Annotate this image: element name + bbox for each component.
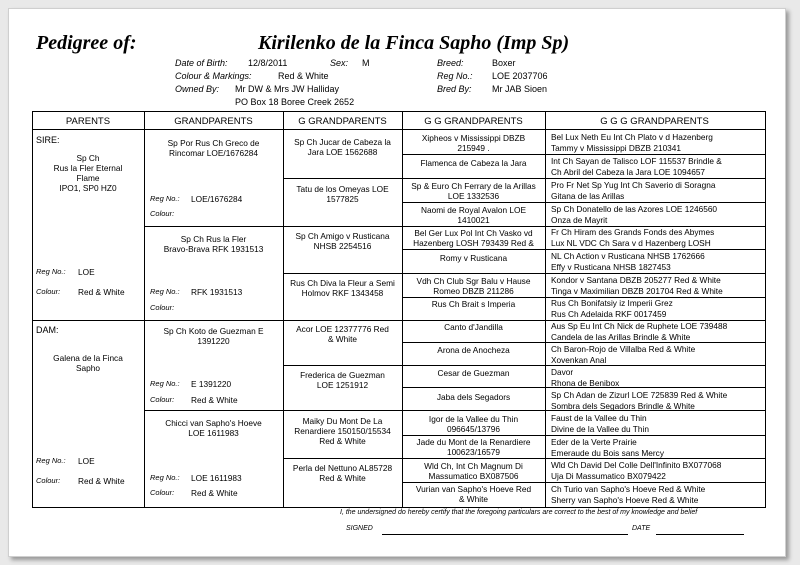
ggg-grandparent-cell: Int Ch Sayan de Talisco LOF 115537 Brindle & xyxy=(551,156,722,166)
ggg-grandparent-cell: Eder de la Verte Prairie xyxy=(551,437,637,447)
ggg-grandparent-cell: Rus Ch Bonifatsiy iz Imperii Grez xyxy=(551,298,673,308)
sire-section-label: SIRE: xyxy=(36,135,60,145)
date-line xyxy=(656,534,744,535)
dam-section-label: DAM: xyxy=(36,325,59,335)
date-label: DATE xyxy=(632,525,651,532)
ggg-grandparent-cell: Faust de la Vallee du Thin xyxy=(551,413,647,423)
ggg-grandparent-cell: Tammy v Mississippi DBZB 210341 xyxy=(551,143,682,153)
ggg-grandparent-cell: Wld Ch David Del Colle Dell'Infinito BX077068 xyxy=(551,460,722,470)
grandparent-regno-label: Reg No.: xyxy=(150,379,180,388)
ggg-grandparent-cell: Aus Sp Eu Int Ch Nick de Ruphete LOE 739488 xyxy=(551,321,728,331)
ggg-grandparent-cell: Tinga v Maximilian DBZB 201704 Red & White xyxy=(551,286,723,296)
gg-grandparent-cell: Igor de la Vallee du Thin 096645/13796 xyxy=(428,414,519,434)
g-grandparent-cell: Frederica de Guezman LOE 1251912 xyxy=(300,370,385,390)
ggg-grandparent-cell: Ch Abril del Cabeza la Jara LOE 1094657 xyxy=(551,167,706,177)
gggp-divider xyxy=(402,342,765,343)
ggg-grandparent-cell: NL Ch Action v Rusticana NHSB 1762666 xyxy=(551,251,705,261)
gg-grandparent-cell: Bel Ger Lux Pol Int Ch Vasko vd Hazenberg LOSH 793439 Red & xyxy=(413,228,534,248)
grandparent-cell xyxy=(145,321,282,409)
grandparent-cell xyxy=(145,411,282,506)
breed-value: Boxer xyxy=(492,58,516,68)
ggg-grandparent-cell: Kondor v Santana DBZB 205277 Red & White xyxy=(551,275,721,285)
sex-value: M xyxy=(362,58,370,68)
gg-grandparent-cell: Xipheos v Mississippi DBZB 215949 . xyxy=(421,133,526,153)
ggg-grandparent-cell: Sombra dels Segadors Brindle & White xyxy=(551,401,695,411)
gggp-divider xyxy=(402,249,765,250)
dam-colour-label: Colour: xyxy=(36,476,61,485)
ggg-grandparent-cell: Divine de la Vallee du Thin xyxy=(551,424,649,434)
ggg-grandparent-cell: Rus Ch Adelaida RKF 0017459 xyxy=(551,309,667,319)
g-grandparent-cell: Maiky Du Mont De La Renardiere 150150/15534 Red & White xyxy=(294,416,391,446)
gg-grandparent-cell: Arona de Anocheza xyxy=(437,345,510,355)
ggg-grandparent-cell: Effy v Rusticana NHSB 1827453 xyxy=(551,262,671,272)
grandparent-regno: E 1391220 xyxy=(191,379,232,389)
column-divider xyxy=(545,111,546,507)
g-grandparent-cell: Acor LOE 12377776 Red & White xyxy=(296,324,389,344)
header-grandparents: GRANDPARENTS xyxy=(174,116,253,127)
ggg-grandparent-cell: Bel Lux Neth Eu Int Ch Plato v d Hazenberg xyxy=(551,132,713,142)
grandparent-regno-label: Reg No.: xyxy=(150,194,180,203)
ggg-grandparent-cell: Sp Ch Donatello de las Azores LOE 1246560 xyxy=(551,204,718,214)
grandparent-colour-label: Colour: xyxy=(150,209,175,218)
g-grandparent-cell: Perla del Nettuno AL85728 Red & White xyxy=(292,463,393,483)
ggg-grandparent-cell: Uja Di Massumatico BX079422 xyxy=(551,471,666,481)
sire-regno: LOE xyxy=(78,267,95,277)
grandparent-colour: Red & White xyxy=(191,488,238,498)
gg-grandparent-cell: Naomi de Royal Avalon LOE 1410021 xyxy=(421,205,526,225)
ggg-grandparent-cell: Rhona de Benibox xyxy=(551,378,620,388)
ggg-grandparent-cell: Fr Ch Hiram des Grands Fonds des Abymes xyxy=(551,227,715,237)
owned-by-label: Owned By: xyxy=(175,84,220,94)
grandparent-name: Sp Por Rus Ch Greco de Rincomar LOE/1676284 xyxy=(167,138,260,158)
sire-colour-label: Colour: xyxy=(36,287,61,296)
ggg-grandparent-cell: Onza de Mayrit xyxy=(551,215,608,225)
dam-regno: LOE xyxy=(78,456,95,466)
grandparent-regno-label: Reg No.: xyxy=(150,473,180,482)
gg-grandparent-cell: Jaba dels Segadors xyxy=(436,392,511,402)
grandparent-name: Sp Ch Rus la Fler Bravo-Brava RFK 1931513 xyxy=(163,234,264,254)
dam-colour: Red & White xyxy=(78,476,125,486)
ggg-grandparent-cell: Ch Baron-Rojo de Villalba Red & White xyxy=(551,344,696,354)
ggg-grandparent-cell: Gitana de las Arillas xyxy=(551,191,625,201)
dob-value: 12/8/2011 xyxy=(248,58,288,68)
ggg-grandparent-cell: Candela de las Arillas Brindle & White xyxy=(551,332,691,342)
breed-label: Breed: xyxy=(437,58,464,68)
ggg-grandparent-cell: Sp Ch Adan de Zizurl LOE 725839 Red & White xyxy=(551,390,728,400)
header-parents: PARENTS xyxy=(65,116,111,127)
column-divider xyxy=(283,111,284,507)
gg-grandparent-cell: Vurian van Sapho's Hoeve Red & White xyxy=(415,484,532,504)
sex-label: Sex: xyxy=(330,58,349,68)
ggp-divider xyxy=(283,273,765,274)
ggg-grandparent-cell: Ch Turio van Sapho's Hoeve Red & White xyxy=(551,484,706,494)
gg-grandparent-cell: Sp & Euro Ch Ferrary de la Arillas LOE 1332536 xyxy=(411,181,536,201)
g-grandparent-cell: Rus Ch Diva la Fleur a Semi Holmov RKF 1343458 xyxy=(290,278,395,298)
gg-grandparent-cell: Wld Ch, Int Ch Magnum Di Massumatico BX087506 xyxy=(424,461,523,481)
certification-text: I, the undersigned do hereby certify that the foregoing particulars are correct to the best of my knowledge and belief xyxy=(340,509,698,516)
breeder-value: Mr JAB Sioen xyxy=(492,84,548,94)
regno-label: Reg No.: xyxy=(437,71,473,81)
grandparent-regno: LOE/1676284 xyxy=(191,194,243,204)
bred-by-label: Bred By: xyxy=(437,84,472,94)
colour-markings-value: Red & White xyxy=(278,71,329,81)
grandparent-name: Chicci van Sapho's Hoeve LOE 1611983 xyxy=(165,418,262,438)
grandparent-regno-label: Reg No.: xyxy=(150,287,180,296)
ggp-divider xyxy=(283,365,765,366)
gg-grandparent-cell: Vdh Ch Club Sgr Balu v Hause Romeo DBZB 211286 xyxy=(416,276,531,296)
grandparent-cell xyxy=(145,131,282,225)
g-grandparent-cell: Tatu de los Omeyas LOE 1577825 xyxy=(296,184,389,204)
gggp-divider xyxy=(402,202,765,203)
owners-value: Mr DW & Mrs JW Halliday xyxy=(235,84,339,94)
grandparent-colour-label: Colour: xyxy=(150,303,175,312)
grandparent-cell xyxy=(145,227,282,319)
grandparent-regno: LOE 1611983 xyxy=(191,473,242,483)
ggg-grandparent-cell: Emeraude du Bois sans Mercy xyxy=(551,448,664,458)
g-grandparent-cell: Sp Ch Amigo v Rusticana NHSB 2254516 xyxy=(295,231,390,251)
sire-name: Sp Ch Rus la Fler Eternal Flame IPO1, SP0 HZ0 xyxy=(53,153,123,193)
ggg-grandparent-cell: Pro Fr Net Sp Yug Int Ch Saverio di Soragna xyxy=(551,180,716,190)
gggp-divider xyxy=(402,154,765,155)
dob-label: Date of Birth: xyxy=(175,58,228,68)
gg-grandparent-cell: Rus Ch Brait s Imperia xyxy=(431,299,516,309)
grandparent-colour-label: Colour: xyxy=(150,488,175,497)
colour-markings-label: Colour & Markings: xyxy=(175,71,252,81)
header-gg-grandparents: G G GRANDPARENTS xyxy=(424,116,523,127)
dam-regno-label: Reg No.: xyxy=(36,456,66,465)
ggg-grandparent-cell: Xovenkan Anal xyxy=(551,355,607,365)
header-ggg-grandparents: G G G GRANDPARENTS xyxy=(600,116,709,127)
signature-line xyxy=(382,534,628,535)
ggg-grandparent-cell: Sherry van Sapho's Hoeve Red & White xyxy=(551,495,699,505)
header-divider xyxy=(32,129,765,130)
ggp-divider xyxy=(283,178,765,179)
grandparent-colour-label: Colour: xyxy=(150,395,175,404)
ggp-divider xyxy=(283,458,765,459)
header-g-grandparents: G GRANDPARENTS xyxy=(298,116,387,127)
signed-label: SIGNED xyxy=(346,525,373,532)
g-grandparent-cell: Sp Ch Jucar de Cabeza la Jara LOE 1562688 xyxy=(294,137,391,157)
gg-grandparent-cell: Cesar de Guezman xyxy=(437,368,510,378)
grandparent-colour: Red & White xyxy=(191,395,238,405)
dog-name: Kirilenko de la Finca Sapho (Imp Sp) xyxy=(258,32,570,54)
gggp-divider xyxy=(402,482,765,483)
sire-regno-label: Reg No.: xyxy=(36,267,66,276)
dam-name: Galena de la Finca Sapho xyxy=(53,353,123,373)
ggg-grandparent-cell: Lux NL VDC Ch Sara v d Hazenberg LOSH xyxy=(551,238,711,248)
sire-colour: Red & White xyxy=(78,287,125,297)
pedigree-title-label: Pedigree of: xyxy=(36,32,137,54)
regno-value: LOE 2037706 xyxy=(492,71,548,81)
gg-grandparent-cell: Jade du Mont de la Renardiere 100623/16579 xyxy=(416,437,531,457)
gggp-divider xyxy=(402,435,765,436)
gg-grandparent-cell: Romy v Rusticana xyxy=(439,253,508,263)
ggg-grandparent-cell: Davor xyxy=(551,367,574,377)
owner-address: PO Box 18 Boree Creek 2652 xyxy=(235,97,355,107)
grandparent-name: Sp Ch Koto de Guezman E 1391220 xyxy=(163,326,264,346)
gg-grandparent-cell: Canto d'Jandilla xyxy=(444,322,503,332)
gg-grandparent-cell: Flamenca de Cabeza la Jara xyxy=(420,158,527,168)
grandparent-regno: RFK 1931513 xyxy=(191,287,243,297)
